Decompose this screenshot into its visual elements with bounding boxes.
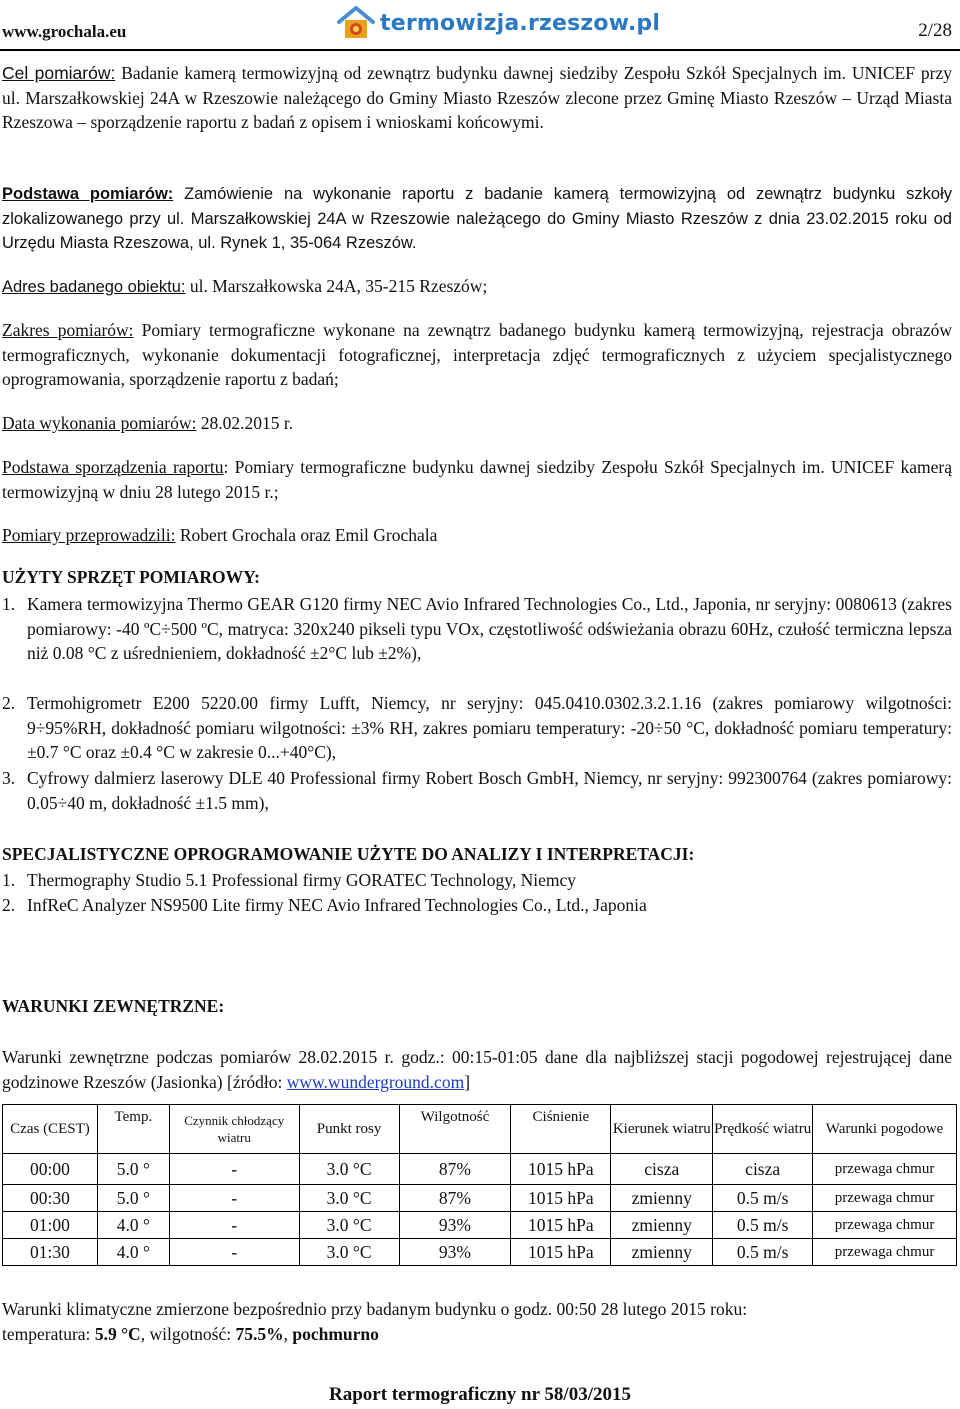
table-cell: zmienny (611, 1212, 713, 1239)
table-cell: 0.5 m/s (713, 1185, 813, 1212)
logo (336, 4, 660, 42)
warunki-intro (2, 1045, 952, 1094)
warunki-intro-text: Warunki zewnętrzne podczas pomiarów 28.02.2015 r. godz.: 00:15-01:05 dane dla najbliższej stacji pogodowej rejestrującej dane godzinowe Rzeszów (Jasionka) [źródło: (2, 1047, 952, 1092)
zakres-label: Zakres pomiarów: (2, 320, 134, 340)
table-cell: 3.0 °C (299, 1239, 399, 1266)
table-cell: - (169, 1185, 299, 1212)
sprzet-item (2, 691, 952, 765)
table-cell: przewaga chmur (813, 1185, 957, 1212)
table-cell: przewaga chmur (813, 1154, 957, 1185)
table-cell: 87% (399, 1185, 511, 1212)
podstawa-paragraph (2, 182, 952, 256)
table-row (3, 1185, 957, 1212)
klimat-temperature: 5.9 °C (94, 1323, 141, 1344)
item-number: 2. (2, 693, 16, 713)
warunki-intro-end: ] (464, 1071, 471, 1092)
table-cell: zmienny (611, 1239, 713, 1266)
klimat-sky: pochmurno (292, 1323, 379, 1344)
table-cell: 01:30 (3, 1239, 98, 1266)
cel-paragraph (2, 61, 952, 135)
table-cell: 01:00 (3, 1212, 98, 1239)
sprzet-item (2, 766, 952, 815)
klimat-humidity: 75.5% (235, 1323, 284, 1344)
podstawa-raportu-text: : Pomiary termograficzne budynku dawnej siedziby Zespołu Szkół Specjalnych im. UNICEF kamerą termowizyjną w dniu 28 lutego 2015 r.; (2, 457, 952, 502)
table-cell: - (169, 1239, 299, 1266)
table-cell: 4.0 ° (97, 1212, 169, 1239)
table-cell: 93% (399, 1239, 511, 1266)
sprzet-title: UŻYTY SPRZĘT POMIAROWY: (2, 567, 260, 587)
podstawa-raportu-label: Podstawa sporządzenia raportu (2, 457, 224, 477)
item-number: 1. (2, 594, 16, 614)
cel-label: Cel pomiarów: (2, 63, 116, 83)
report-footer: Raport termograficzny nr 58/03/2015 (328, 1384, 631, 1405)
klimat-paragraph (2, 1297, 952, 1346)
table-cell: cisza (713, 1154, 813, 1185)
pomiary-text: Robert Grochala oraz Emil Grochala (179, 525, 438, 545)
klimat-mid: , wilgotność: (140, 1323, 236, 1344)
page-number: 2/28 (918, 20, 952, 41)
table-cell: 0.5 m/s (713, 1239, 813, 1266)
oprogramowanie-title: SPECJALISTYCZNE OPROGRAMOWANIE UŻYTE DO ANALIZY I INTERPRETACJI: (2, 844, 695, 864)
adres-text: ul. Marszałkowska 24A, 35-215 Rzeszów; (189, 276, 488, 296)
sprzet-item (2, 592, 952, 666)
item-text: Kamera termowizyjna Thermo GEAR G120 firmy NEC Avio Infrared Technologies Co., Ltd., Japonia, nr seryjny: 0080613 (zakres pomiarowy: -40 ºC÷500 ºC, matryca: 320x240 pikseli typu VOx, częstotliwość odświeżania obrazu 60Hz, czułość termiczna lepsza niż 0.08 °C z uśrednieniem, dokładność ±2°C lub ±2%), (27, 594, 952, 663)
table-cell: - (169, 1212, 299, 1239)
table-cell: 00:00 (3, 1154, 98, 1185)
table-row (3, 1239, 957, 1266)
pomiary-paragraph (2, 523, 952, 548)
item-text: Thermography Studio 5.1 Professional firmy GORATEC Technology, Niemcy (27, 870, 576, 890)
weather-table (2, 1104, 957, 1266)
table-cell: 00:30 (3, 1185, 98, 1212)
table-cell: cisza (611, 1154, 713, 1185)
zakres-text: Pomiary termograficzne wykonane na zewnątrz badanego budynku kamerą termowizyjną, rejestracja obrazów termograficznych, wykonanie dokumentacji fotograficznej, interpretacja zdjęć termograficznych z użyciem specjalistycznego oprogramowania, sporządzenie raportu z badań; (2, 320, 953, 389)
table-header-row (3, 1105, 957, 1154)
table-cell: zmienny (611, 1185, 713, 1212)
source-link[interactable]: www.wunderground.com (286, 1071, 465, 1092)
table-cell: 3.0 °C (299, 1212, 399, 1239)
data-label: Data wykonania pomiarów: (2, 413, 197, 433)
data-paragraph (2, 411, 952, 436)
table-cell: 1015 hPa (511, 1154, 611, 1185)
header-divider (0, 49, 960, 51)
header-cell: Kierunek wiatru (611, 1105, 713, 1154)
house-logo-icon (336, 5, 376, 41)
podstawa-raportu-paragraph (2, 455, 952, 504)
header-cell: Prędkość wiatru (713, 1105, 813, 1154)
table-cell: 87% (399, 1154, 511, 1185)
table-cell: 93% (399, 1212, 511, 1239)
adres-paragraph (2, 274, 952, 300)
header-cell: Ciśnienie (511, 1105, 611, 1154)
table-cell: 1015 hPa (511, 1239, 611, 1266)
warunki-title: WARUNKI ZEWNĘTRZNE: (2, 996, 225, 1016)
header-cell: Temp. (97, 1105, 169, 1154)
podstawa-text: Zamówienie na wykonanie raportu z badanie kamerą termowizyjną od zewnątrz budynku szkoły zlokalizowanego przy ul. Marszałkowskiej 24A w Rzeszowie należącego do Gminy Miasto Rzeszów z dnia 23.02.2015 roku od Urzędu Miasta Rzeszowa, ul. Rynek 1, 35-064 Rzeszów. (2, 185, 952, 252)
klimat-line: Warunki klimatyczne zmierzone bezpośrednio przy badanym budynku o godz. 00:50 28 lutego 2015 roku: (2, 1299, 748, 1319)
table-cell: 4.0 ° (97, 1239, 169, 1266)
podstawa-label: Podstawa pomiarów: (2, 185, 174, 203)
table-row (3, 1154, 957, 1185)
table-cell: 5.0 ° (97, 1154, 169, 1185)
item-number: 2. (2, 895, 16, 915)
oprogramowanie-item (2, 868, 952, 893)
header-cell: Warunki pogodowe (813, 1105, 957, 1154)
table-row (3, 1212, 957, 1239)
table-cell: - (169, 1154, 299, 1185)
header-cell: Punkt rosy (299, 1105, 399, 1154)
logo-text: termowizja.rzeszow.pl (380, 10, 661, 36)
table-cell: przewaga chmur (813, 1212, 957, 1239)
data-text: 28.02.2015 r. (200, 413, 294, 433)
site-url[interactable]: www.grochala.eu (2, 22, 127, 41)
table-cell: 0.5 m/s (713, 1212, 813, 1239)
table-cell: 3.0 °C (299, 1185, 399, 1212)
cel-text: Badanie kamerą termowizyjną od zewnątrz budynku dawnej siedziby Zespołu Szkół Specjalnych im. UNICEF przy ul. Marszałkowskiej 24A w Rzeszowie należącego do Gminy Miasto Rzeszów zlecone przez Gminę Miasto Rzeszów – Urząd Miasta Rzeszowa – sporządzenie raportu z badań z opisem i wnioskami końcowymi. (2, 63, 952, 132)
item-number: 3. (2, 768, 16, 788)
table-cell: przewaga chmur (813, 1239, 957, 1266)
item-text: Termohigrometr E200 5220.00 firmy Lufft, Niemcy, nr seryjny: 045.0410.0302.3.2.1.16 (zakres pomiarowy wilgotności: 9÷95%RH, dokładność pomiaru wilgotności: ±3% RH, zakres pomiaru temperatury: -20÷50 °C, dokładność pomiaru temperatury: ±0.7 °C oraz ±0.4 °C w zakresie 0...+40°C), (27, 693, 952, 762)
klimat-prefix: temperatura: (2, 1323, 95, 1344)
header-cell: Czynnik chłodzący wiatru (169, 1105, 299, 1154)
klimat-sep: , (283, 1323, 293, 1344)
item-text: Cyfrowy dalmierz laserowy DLE 40 Professional firmy Robert Bosch GmbH, Niemcy, nr seryjny: 992300764 (zakres pomiarowy: 0.05÷40 m, dokładność ±1.5 mm), (27, 768, 952, 813)
table-cell: 3.0 °C (299, 1154, 399, 1185)
zakres-paragraph (2, 318, 952, 392)
table-cell: 5.0 ° (97, 1185, 169, 1212)
item-number: 1. (2, 870, 16, 890)
header-cell: Czas (CEST) (3, 1105, 98, 1154)
pomiary-label: Pomiary przeprowadzili: (2, 525, 176, 545)
oprogramowanie-item (2, 893, 952, 918)
item-text: InfReC Analyzer NS9500 Lite firmy NEC Avio Infrared Technologies Co., Ltd., Japonia (27, 895, 647, 915)
header-cell: Wilgotność (399, 1105, 511, 1154)
table-cell: 1015 hPa (511, 1212, 611, 1239)
table-cell: 1015 hPa (511, 1185, 611, 1212)
adres-label: Adres badanego obiektu: (2, 278, 186, 296)
